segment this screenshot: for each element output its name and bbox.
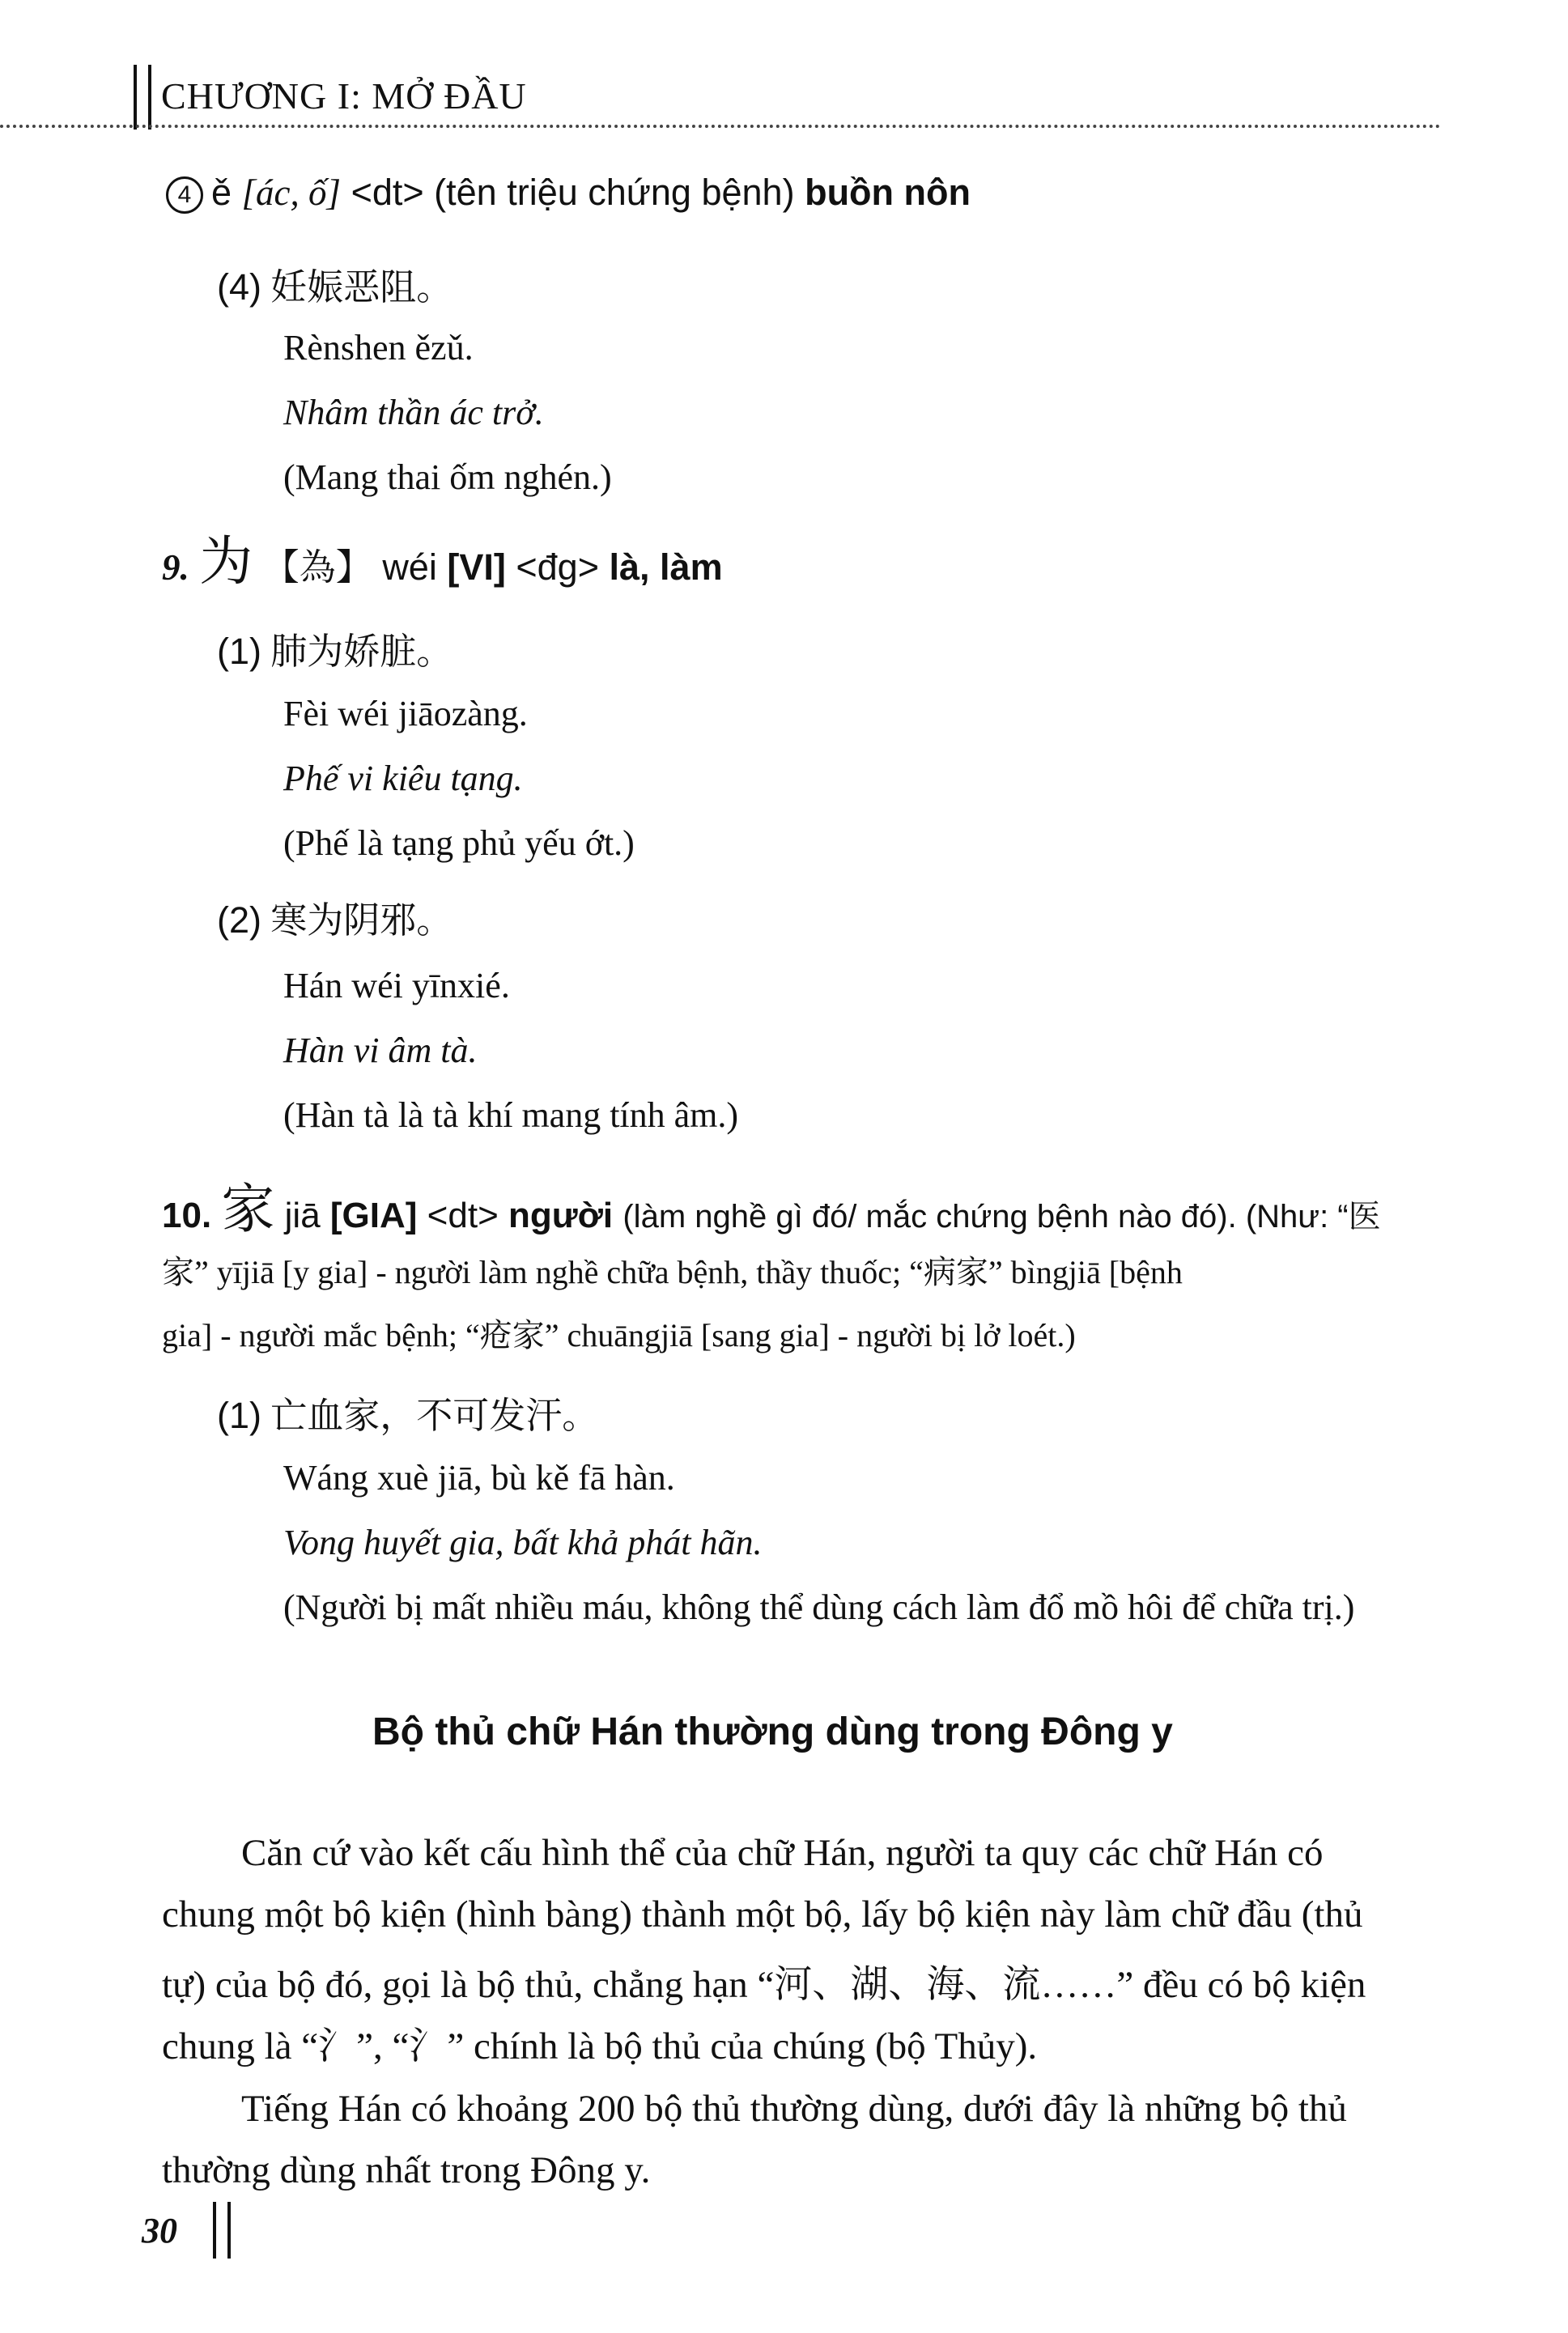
paragraph-1-line: Căn cứ vào kết cấu hình thể của chữ Hán, người ta quy các chữ Hán có [241, 1832, 1324, 1874]
headword-description: (làm nghề gì đó/ mắc chứng bệnh nào đó). (Như: “医 [623, 1199, 1381, 1234]
example-label: (1) [217, 1395, 261, 1436]
footer-double-bar [213, 2202, 231, 2259]
entry-number: 10. [162, 1196, 212, 1235]
example-label: (1) [217, 631, 261, 672]
example-reading: Vong huyết gia, bất khả phát hãn. [283, 1523, 763, 1562]
example-hanzi: 妊娠恶阻。 [270, 266, 453, 308]
circled-number: 4 [166, 176, 203, 214]
sense-gloss: (tên triệu chứng bệnh) [434, 172, 795, 213]
sense-meaning: buồn nôn [805, 172, 971, 213]
example-label: (4) [217, 266, 261, 308]
sense-word: ě [211, 172, 232, 213]
headword-pos: <dt> [427, 1196, 499, 1235]
header-dotted-rule [0, 125, 1441, 128]
headword-meaning: là, làm [609, 546, 723, 588]
chapter-title: CHƯƠNG I: MỞ ĐẦU [161, 75, 527, 117]
sense-sino: [ác, ố] [241, 172, 342, 213]
paragraph-2-line: thường dùng nhất trong Đông y. [162, 2149, 651, 2191]
entry-number: 9. [162, 547, 189, 588]
example-hanzi-line [217, 257, 453, 310]
description-line-3: gia] - người mắc bệnh; “疮家” chuāngjiā [sang gia] - người bị lở loét.) [162, 1317, 1076, 1353]
headword-pinyin: jiā [284, 1196, 321, 1235]
entry-9-headword [162, 518, 723, 595]
headword-char: 家 [221, 1178, 275, 1240]
paragraph-2-line: Tiếng Hán có khoảng 200 bộ thủ thường dùng, dưới đây là những bộ thủ [241, 2088, 1347, 2130]
description-line-2: 家” yījiā [y gia] - người làm nghề chữa bệnh, thầy thuốc; “病家” bìngjiā [bệnh [162, 1254, 1183, 1290]
entry-10-headword [162, 1166, 1381, 1243]
headword-meaning: người [508, 1196, 614, 1235]
sense-pos: <dt> [351, 172, 424, 213]
example-reading: Hàn vi âm tà. [283, 1031, 478, 1070]
example-translation: (Hàn tà là tà khí mang tính âm.) [283, 1095, 739, 1135]
example-hanzi-line [217, 622, 453, 674]
paragraph-1-line: chung là “氵”, “氵” chính là bộ thủ của chúng (bộ Thủy). [162, 2025, 1038, 2067]
example-hanzi: 肺为娇脏。 [270, 630, 453, 673]
example-hanzi: 亡血家，不可发汗。 [270, 1394, 599, 1437]
example-reading: Nhâm thần ác trở. [283, 393, 544, 432]
sense-4-line [166, 172, 971, 214]
example-translation: (Mang thai ốm nghén.) [283, 457, 612, 497]
example-hanzi: 寒为阴邪。 [270, 899, 453, 941]
headword-char: 为 [199, 530, 253, 593]
example-hanzi-line [217, 1386, 598, 1438]
example-pinyin: Hán wéi yīnxié. [283, 966, 510, 1005]
headword-pinyin: wéi [382, 546, 437, 588]
traditional-char: 【為】 [262, 546, 372, 589]
example-translation: (Phế là tạng phủ yếu ớt.) [283, 823, 635, 863]
example-reading: Phế vi kiêu tạng. [283, 759, 523, 798]
section-heading: Bộ thủ chữ Hán thường dùng trong Đông y [372, 1710, 1173, 1753]
page-number: 30 [142, 2211, 177, 2250]
example-hanzi-line [217, 890, 453, 943]
headword-sino: [GIA] [329, 1196, 418, 1235]
header-double-bar [134, 65, 151, 130]
headword-pos: <đg> [516, 546, 599, 588]
paragraph-1-line: chung một bộ kiện (hình bàng) thành một bộ, lấy bộ kiện này làm chữ đầu (thủ [162, 1893, 1363, 1936]
example-label: (2) [217, 899, 261, 941]
example-pinyin: Wáng xuè jiā, bù kě fā hàn. [283, 1458, 675, 1498]
paragraph-1-line: tự) của bộ đó, gọi là bộ thủ, chẳng hạn “河、湖、海、流……” đều có bộ kiện [162, 1964, 1366, 2006]
headword-sino: [VI] [447, 546, 506, 588]
example-pinyin: Rènshen ězǔ. [283, 328, 474, 368]
example-pinyin: Fèi wéi jiāozàng. [283, 694, 528, 733]
example-translation: (Người bị mất nhiều máu, không thể dùng cách làm đổ mồ hôi để chữa trị.) [283, 1587, 1355, 1627]
running-header [134, 65, 1429, 130]
